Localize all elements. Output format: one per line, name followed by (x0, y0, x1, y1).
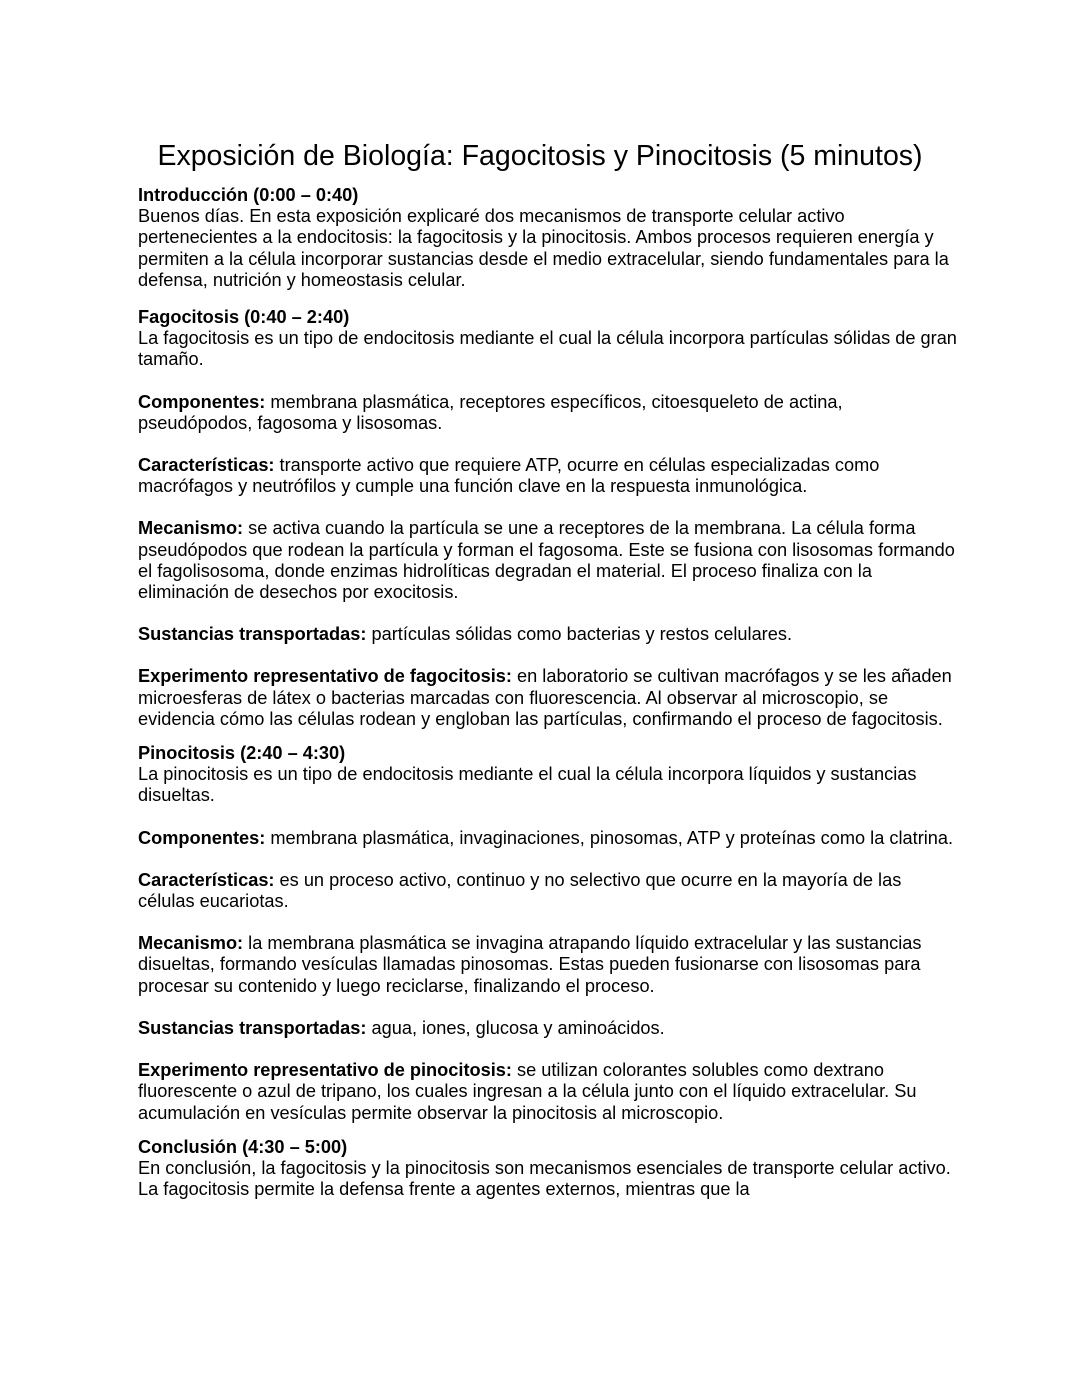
fagocitosis-mecanismo (138, 518, 958, 603)
fagocitosis-mecanismo-label: Mecanismo: (138, 518, 244, 539)
fagocitosis-caracteristicas (138, 455, 958, 497)
fagocitosis-experimento-label: Experimento representativo de fagocitosis: (138, 666, 512, 687)
pinocitosis-mecanismo (138, 933, 958, 997)
pinocitosis-componentes-label: Componentes: (138, 827, 266, 848)
section-heading-pinocitosis: Pinocitosis (2:40 – 4:30) (138, 743, 346, 764)
fagocitosis-caracteristicas-text: transporte activo que requiere ATP, ocurre en células especializadas como macrófagos y neutrófilos y cumple una función clave en la respuesta inmunológica. (138, 455, 880, 497)
section-heading-fagocitosis: Fagocitosis (0:40 – 2:40) (138, 307, 350, 328)
pinocitosis-experimento-label: Experimento representativo de pinocitosis: (138, 1060, 512, 1081)
pinocitosis-mecanismo-label: Mecanismo: (138, 933, 244, 954)
pinocitosis-sustancias-text: agua, iones, glucosa y aminoácidos. (366, 1017, 665, 1038)
fagocitosis-componentes (138, 392, 958, 434)
section-heading-conclusion: Conclusión (4:30 – 5:00) (138, 1136, 348, 1157)
introduccion-text: Buenos días. En esta exposición explicaré dos mecanismos de transporte celular activo pertenecientes a la endocitosis: la fagocitosis y la pinocitosis. Ambos procesos requieren energía y permiten a la célula incorporar sustancias desde el medio extracelular, siendo fundamentales para la defensa, nutrición y homeostasis celular. (138, 206, 949, 290)
fagocitosis-mecanismo-text: se activa cuando la partícula se une a receptores de la membrana. La célula forma pseudópodos que rodean la partícula y forman el fagosoma. Este se fusiona con lisosomas formando el fagolisosoma, donde enzimas hidrolíticas degradan el material. El proceso finaliza con la eliminación de desechos por exocitosis. (138, 518, 955, 603)
section-fagocitosis (138, 307, 958, 730)
pinocitosis-componentes (138, 828, 958, 849)
pinocitosis-caracteristicas-text: es un proceso activo, continuo y no selectivo que ocurre en la mayoría de las células eucariotas. (138, 869, 902, 912)
pinocitosis-definition: La pinocitosis es un tipo de endocitosis mediante el cual la célula incorpora líquidos y sustancias disueltas. (138, 764, 917, 806)
document-body (138, 185, 958, 1200)
fagocitosis-experimento-text: en laboratorio se cultivan macrófagos y se les añaden microesferas de látex o bacterias marcadas con fluorescencia. Al observar al microscopio, se evidencia cómo las células rodean y engloban las partículas, confirmando el proceso de fagocitosis. (138, 666, 952, 729)
fagocitosis-sustancias (138, 624, 958, 645)
pinocitosis-mecanismo-text: la membrana plasmática se invagina atrapando líquido extracelular y las sustancias disueltas, formando vesículas llamadas pinosomas. Estas pueden fusionarse con lisosomas para procesar su contenido y luego reciclarse, finalizando el proceso. (138, 933, 922, 996)
section-pinocitosis (138, 743, 958, 1124)
pinocitosis-componentes-text: membrana plasmática, invaginaciones, pinosomas, ATP y proteínas como la clatrina. (265, 827, 954, 848)
fagocitosis-definition: La fagocitosis es un tipo de endocitosis mediante el cual la célula incorpora partículas sólidas de gran tamaño. (138, 328, 957, 370)
fagocitosis-sustancias-label: Sustancias transportadas: (138, 624, 367, 645)
fagocitosis-componentes-label: Componentes: (138, 391, 266, 412)
fagocitosis-componentes-text: membrana plasmática, receptores específicos, citoesqueleto de actina, pseudópodos, fagosoma y lisosomas. (138, 391, 843, 433)
document-title: Exposición de Biología: Fagocitosis y Pinocitosis (5 minutos) (157, 140, 923, 172)
section-heading-introduccion: Introducción (0:00 – 0:40) (138, 185, 359, 205)
pinocitosis-sustancias (138, 1018, 958, 1039)
conclusion-text: En conclusión, la fagocitosis y la pinocitosis son mecanismos esenciales de transporte celular activo. La fagocitosis permite la defensa frente a agentes externos, mientras que la (138, 1157, 951, 1200)
pinocitosis-caracteristicas-label: Características: (138, 869, 275, 890)
pinocitosis-experimento-text: se utilizan colorantes solubles como dextrano fluorescente o azul de tripano, los cuales ingresan a la célula junto con el líquido extracelular. Su acumulación en vesículas permite observar la pinocitosis al microscopio. (138, 1060, 917, 1123)
pinocitosis-experimento (138, 1060, 958, 1124)
fagocitosis-sustancias-text: partículas sólidas como bacterias y restos celulares. (366, 624, 793, 645)
section-conclusion (138, 1137, 958, 1201)
fagocitosis-caracteristicas-label: Características: (138, 455, 275, 476)
fagocitosis-experimento (138, 666, 958, 730)
pinocitosis-caracteristicas (138, 870, 958, 912)
pinocitosis-sustancias-label: Sustancias transportadas: (138, 1017, 367, 1038)
section-introduccion (138, 185, 958, 291)
